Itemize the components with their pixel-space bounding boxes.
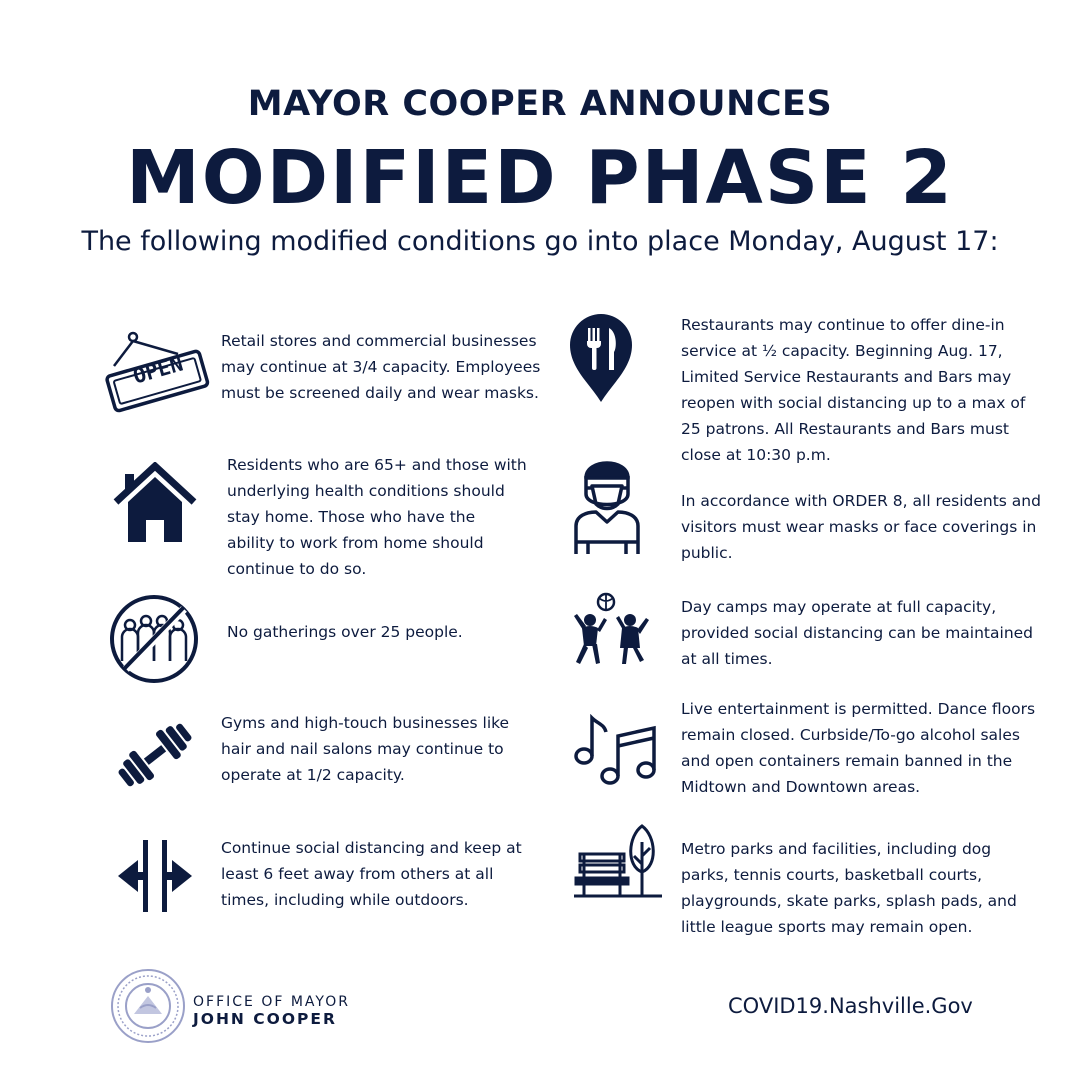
mayor-seal-logo [110, 968, 186, 1044]
kicker-heading: MAYOR COOPER ANNOUNCES [247, 84, 833, 124]
left-item-gyms-text: Gyms and high-touch businesses like hair and nail salons may continue to operate at 1/2 capacity. [221, 714, 510, 784]
social-distance-arrows-icon [116, 838, 194, 914]
right-item-restaurants-text: Restaurants may continue to offer dine-in service at ½ capacity. Beginning Aug. 17, Limited Service Restaurants and Bars may reopen with social distancing up to a max of 25 patrons. All Restaurants and Bars must close at 10:30 p.m. [681, 316, 1026, 464]
left-item-gatherings-text: No gatherings over 25 people. [227, 623, 463, 641]
masked-person-icon [570, 450, 644, 556]
mayor-name-label: JOHN COOPER [193, 1010, 337, 1028]
music-notes-icon [572, 714, 660, 786]
restaurant-pin-icon [568, 312, 634, 404]
park-bench-tree-icon [572, 822, 664, 898]
house-icon [112, 462, 198, 542]
open-sign-text: OPEN [130, 351, 186, 389]
office-of-mayor-label: OFFICE OF MAYOR [193, 994, 350, 1010]
right-item-entertainment-text: Live entertainment is permitted. Dance floors remain closed. Curbside/To-go alcohol sales and open containers remain banned in the Midtown and Downtown areas. [681, 700, 1036, 796]
left-item-residents-text: Residents who are 65+ and those with underlying health conditions should stay home. Those who have the ability to work from home should continue to do so. [227, 456, 527, 578]
kids-playing-icon [570, 590, 652, 668]
left-item-distancing-text: Continue social distancing and keep at least 6 feet away from others at all times, including while outdoors. [221, 839, 522, 909]
website-link[interactable]: COVID19.Nashville.Gov [728, 994, 973, 1018]
no-gatherings-icon [108, 593, 200, 685]
left-item-retail-text: Retail stores and commercial businesses may continue at 3/4 capacity. Employees must be screened daily and wear masks. [221, 332, 541, 402]
right-item-daycamps-text: Day camps may operate at full capacity, provided social distancing can be maintained at all times. [681, 598, 1034, 668]
page-subtitle: The following modified conditions go into place Monday, August 17: [81, 226, 999, 257]
page-title: MODIFIED PHASE 2 [126, 135, 954, 221]
dumbbell-icon [110, 718, 200, 792]
right-item-masks-text: In accordance with ORDER 8, all residents and visitors must wear masks or face coverings in public. [681, 492, 1041, 562]
right-item-parks-text: Metro parks and facilities, including dog parks, tennis courts, basketball courts, playgrounds, skate parks, splash pads, and little league sports may remain open. [681, 840, 1017, 936]
